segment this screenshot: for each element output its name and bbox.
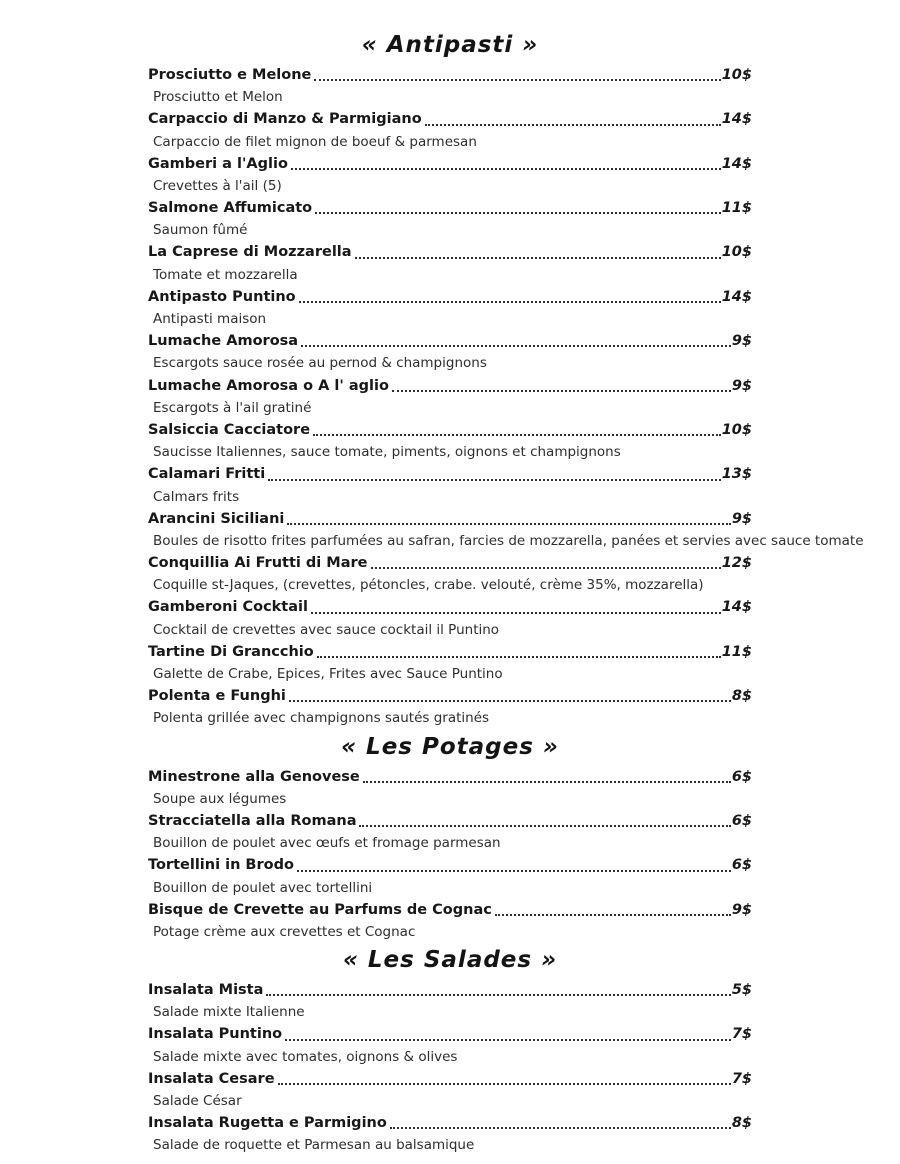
item-price: 14$	[721, 288, 752, 305]
menu-item	[148, 641, 752, 685]
item-price: 5$	[731, 982, 752, 999]
menu-item	[148, 463, 752, 507]
item-name: Minestrone alla Genovese	[148, 768, 360, 785]
menu-item	[148, 685, 752, 729]
item-line	[148, 1112, 752, 1134]
dotted-leader	[425, 124, 721, 126]
menu-item	[148, 197, 752, 241]
item-description: Bouillon de poulet avec tortellini	[153, 879, 373, 896]
item-description: Soupe aux légumes	[153, 790, 287, 807]
item-description: Salade de roquette et Parmesan au balsamique	[153, 1137, 475, 1154]
dotted-leader	[291, 168, 721, 170]
menu-item	[148, 64, 752, 108]
item-name: Calamari Fritti	[148, 466, 266, 483]
item-name: Stracciatella alla Romana	[148, 812, 357, 829]
item-line	[148, 197, 752, 219]
item-name: Insalata Rugetta e Parmigino	[148, 1115, 387, 1132]
item-name: Lumache Amorosa o A l' aglio	[148, 377, 389, 394]
menu-section	[148, 30, 864, 730]
menu-item	[148, 153, 752, 197]
item-price: 8$	[731, 688, 752, 705]
item-price: 9$	[731, 333, 752, 350]
item-price: 7$	[731, 1026, 752, 1043]
item-name: Prosciutto e Melone	[148, 66, 312, 83]
dotted-leader	[317, 656, 721, 658]
item-name: Insalata Puntino	[148, 1026, 283, 1043]
item-name: Insalata Mista	[148, 982, 264, 999]
item-name: Carpaccio di Manzo & Parmigiano	[148, 111, 422, 128]
item-price: 6$	[731, 768, 752, 785]
item-name: Salsiccia Cacciatore	[148, 421, 311, 438]
menu-section	[148, 945, 752, 1157]
menu-section	[148, 732, 752, 944]
dotted-leader	[278, 1083, 731, 1085]
section-items	[148, 979, 752, 1157]
item-price: 10$	[721, 244, 752, 261]
item-line	[148, 242, 752, 264]
dotted-leader	[299, 301, 721, 303]
item-price: 11$	[721, 200, 752, 217]
item-line	[148, 597, 752, 619]
item-description: Escargots à l'ail gratiné	[153, 399, 312, 416]
item-description: Antipasti maison	[153, 311, 267, 328]
item-name: Salmone Affumicato	[148, 200, 313, 217]
item-name: Antipasto Puntino	[148, 288, 296, 305]
item-name: Arancini Siciliani	[148, 510, 285, 527]
menu-page	[148, 30, 864, 1157]
item-line	[148, 463, 752, 485]
item-price: 14$	[721, 599, 752, 616]
item-price: 9$	[731, 510, 752, 527]
section-items	[148, 64, 864, 730]
item-line	[148, 64, 752, 86]
item-price: 13$	[721, 466, 752, 483]
section-items	[148, 766, 752, 944]
dotted-leader	[287, 523, 730, 525]
item-description: Saucisse Italiennes, sauce tomate, piments, oignons et champignons	[153, 444, 621, 461]
dotted-leader	[355, 257, 721, 259]
item-line	[148, 375, 752, 397]
menu-item	[148, 330, 752, 374]
item-description: Polenta grillée avec champignons sautés gratinés	[153, 710, 490, 727]
item-name: Conquillia Ai Frutti di Mare	[148, 555, 368, 572]
item-description: Salade mixte avec tomates, oignons & olives	[153, 1048, 458, 1065]
item-name: Tartine Di Grancchio	[148, 643, 314, 660]
menu-item	[148, 810, 752, 854]
item-description: Prosciutto et Melon	[153, 89, 283, 106]
item-price: 10$	[721, 421, 752, 438]
item-description: Galette de Crabe, Epices, Frites avec Sauce Puntino	[153, 666, 503, 683]
item-line	[148, 1024, 752, 1046]
item-description: Potage crème aux crevettes et Cognac	[153, 923, 416, 940]
item-price: 6$	[731, 857, 752, 874]
item-name: La Caprese di Mozzarella	[148, 244, 352, 261]
menu-item	[148, 375, 752, 419]
item-price: 9$	[731, 901, 752, 918]
menu-item	[148, 766, 752, 810]
dotted-leader	[285, 1039, 731, 1041]
item-line	[148, 286, 752, 308]
menu-item	[148, 242, 752, 286]
item-description: Tomate et mozzarella	[153, 266, 298, 283]
item-line	[148, 330, 752, 352]
item-line	[148, 419, 752, 441]
item-description: Salade mixte Italienne	[153, 1004, 305, 1021]
item-price: 8$	[731, 1115, 752, 1132]
item-line	[148, 810, 752, 832]
item-description: Cocktail de crevettes avec sauce cocktail il Puntino	[153, 621, 500, 638]
item-description: Bouillon de poulet avec œufs et fromage parmesan	[153, 835, 501, 852]
item-line	[148, 153, 752, 175]
item-line	[148, 899, 752, 921]
menu-item	[148, 899, 752, 943]
dotted-leader	[315, 212, 721, 214]
item-price: 9$	[731, 377, 752, 394]
item-line	[148, 108, 752, 130]
item-price: 14$	[721, 155, 752, 172]
dotted-leader	[313, 434, 721, 436]
menu-item	[148, 508, 864, 552]
menu-item	[148, 1068, 752, 1112]
item-price: 10$	[721, 66, 752, 83]
item-name: Gamberi a l'Aglio	[148, 155, 288, 172]
dotted-leader	[359, 825, 730, 827]
dotted-leader	[392, 390, 731, 392]
section-title: « Les Potages »	[341, 733, 559, 760]
item-line	[148, 854, 752, 876]
item-description: Coquille st-Jaques, (crevettes, pétoncles, crabe. velouté, crème 35%, mozzarella)	[153, 577, 704, 594]
dotted-leader	[363, 781, 731, 783]
item-price: 7$	[731, 1070, 752, 1087]
menu-item	[148, 552, 752, 596]
dotted-leader	[371, 567, 721, 569]
dotted-leader	[266, 994, 730, 996]
item-description: Calmars frits	[153, 488, 240, 505]
dotted-leader	[297, 870, 731, 872]
item-name: Polenta e Funghi	[148, 688, 286, 705]
item-price: 11$	[721, 643, 752, 660]
section-title: « Les Salades »	[342, 947, 558, 974]
item-description: Escargots sauce rosée au pernod & champignons	[153, 355, 487, 372]
menu-item	[148, 979, 752, 1023]
dotted-leader	[390, 1127, 731, 1129]
dotted-leader	[289, 700, 731, 702]
item-line	[148, 508, 752, 530]
menu-item	[148, 597, 752, 641]
item-description: Boules de risotto frites parfumées au safran, farcies de mozzarella, panées et servies avec sauce tomate	[153, 532, 864, 549]
item-line	[148, 685, 752, 707]
item-name: Insalata Cesare	[148, 1070, 275, 1087]
menu-item	[148, 1024, 752, 1068]
item-line	[148, 979, 752, 1001]
menu-item	[148, 1112, 752, 1156]
menu-item	[148, 286, 752, 330]
item-name: Lumache Amorosa	[148, 333, 299, 350]
item-description: Carpaccio de filet mignon de boeuf & parmesan	[153, 133, 477, 150]
menu-item	[148, 419, 752, 463]
item-description: Salade César	[153, 1093, 242, 1110]
dotted-leader	[268, 479, 721, 481]
dotted-leader	[311, 612, 721, 614]
section-title: « Antipasti »	[361, 32, 539, 58]
item-price: 12$	[721, 555, 752, 572]
item-price: 6$	[731, 812, 752, 829]
menu-item	[148, 108, 752, 152]
item-description: Saumon fûmé	[153, 222, 248, 239]
item-line	[148, 641, 752, 663]
dotted-leader	[314, 79, 720, 81]
dotted-leader	[301, 345, 731, 347]
item-line	[148, 552, 752, 574]
item-line	[148, 766, 752, 788]
item-name: Tortellini in Brodo	[148, 857, 294, 874]
dotted-leader	[495, 914, 731, 916]
menu-item	[148, 854, 752, 898]
item-name: Gamberoni Cocktail	[148, 599, 308, 616]
item-description: Crevettes à l'ail (5)	[153, 177, 282, 194]
item-line	[148, 1068, 752, 1090]
item-price: 14$	[721, 111, 752, 128]
item-name: Bisque de Crevette au Parfums de Cognac	[148, 901, 492, 918]
